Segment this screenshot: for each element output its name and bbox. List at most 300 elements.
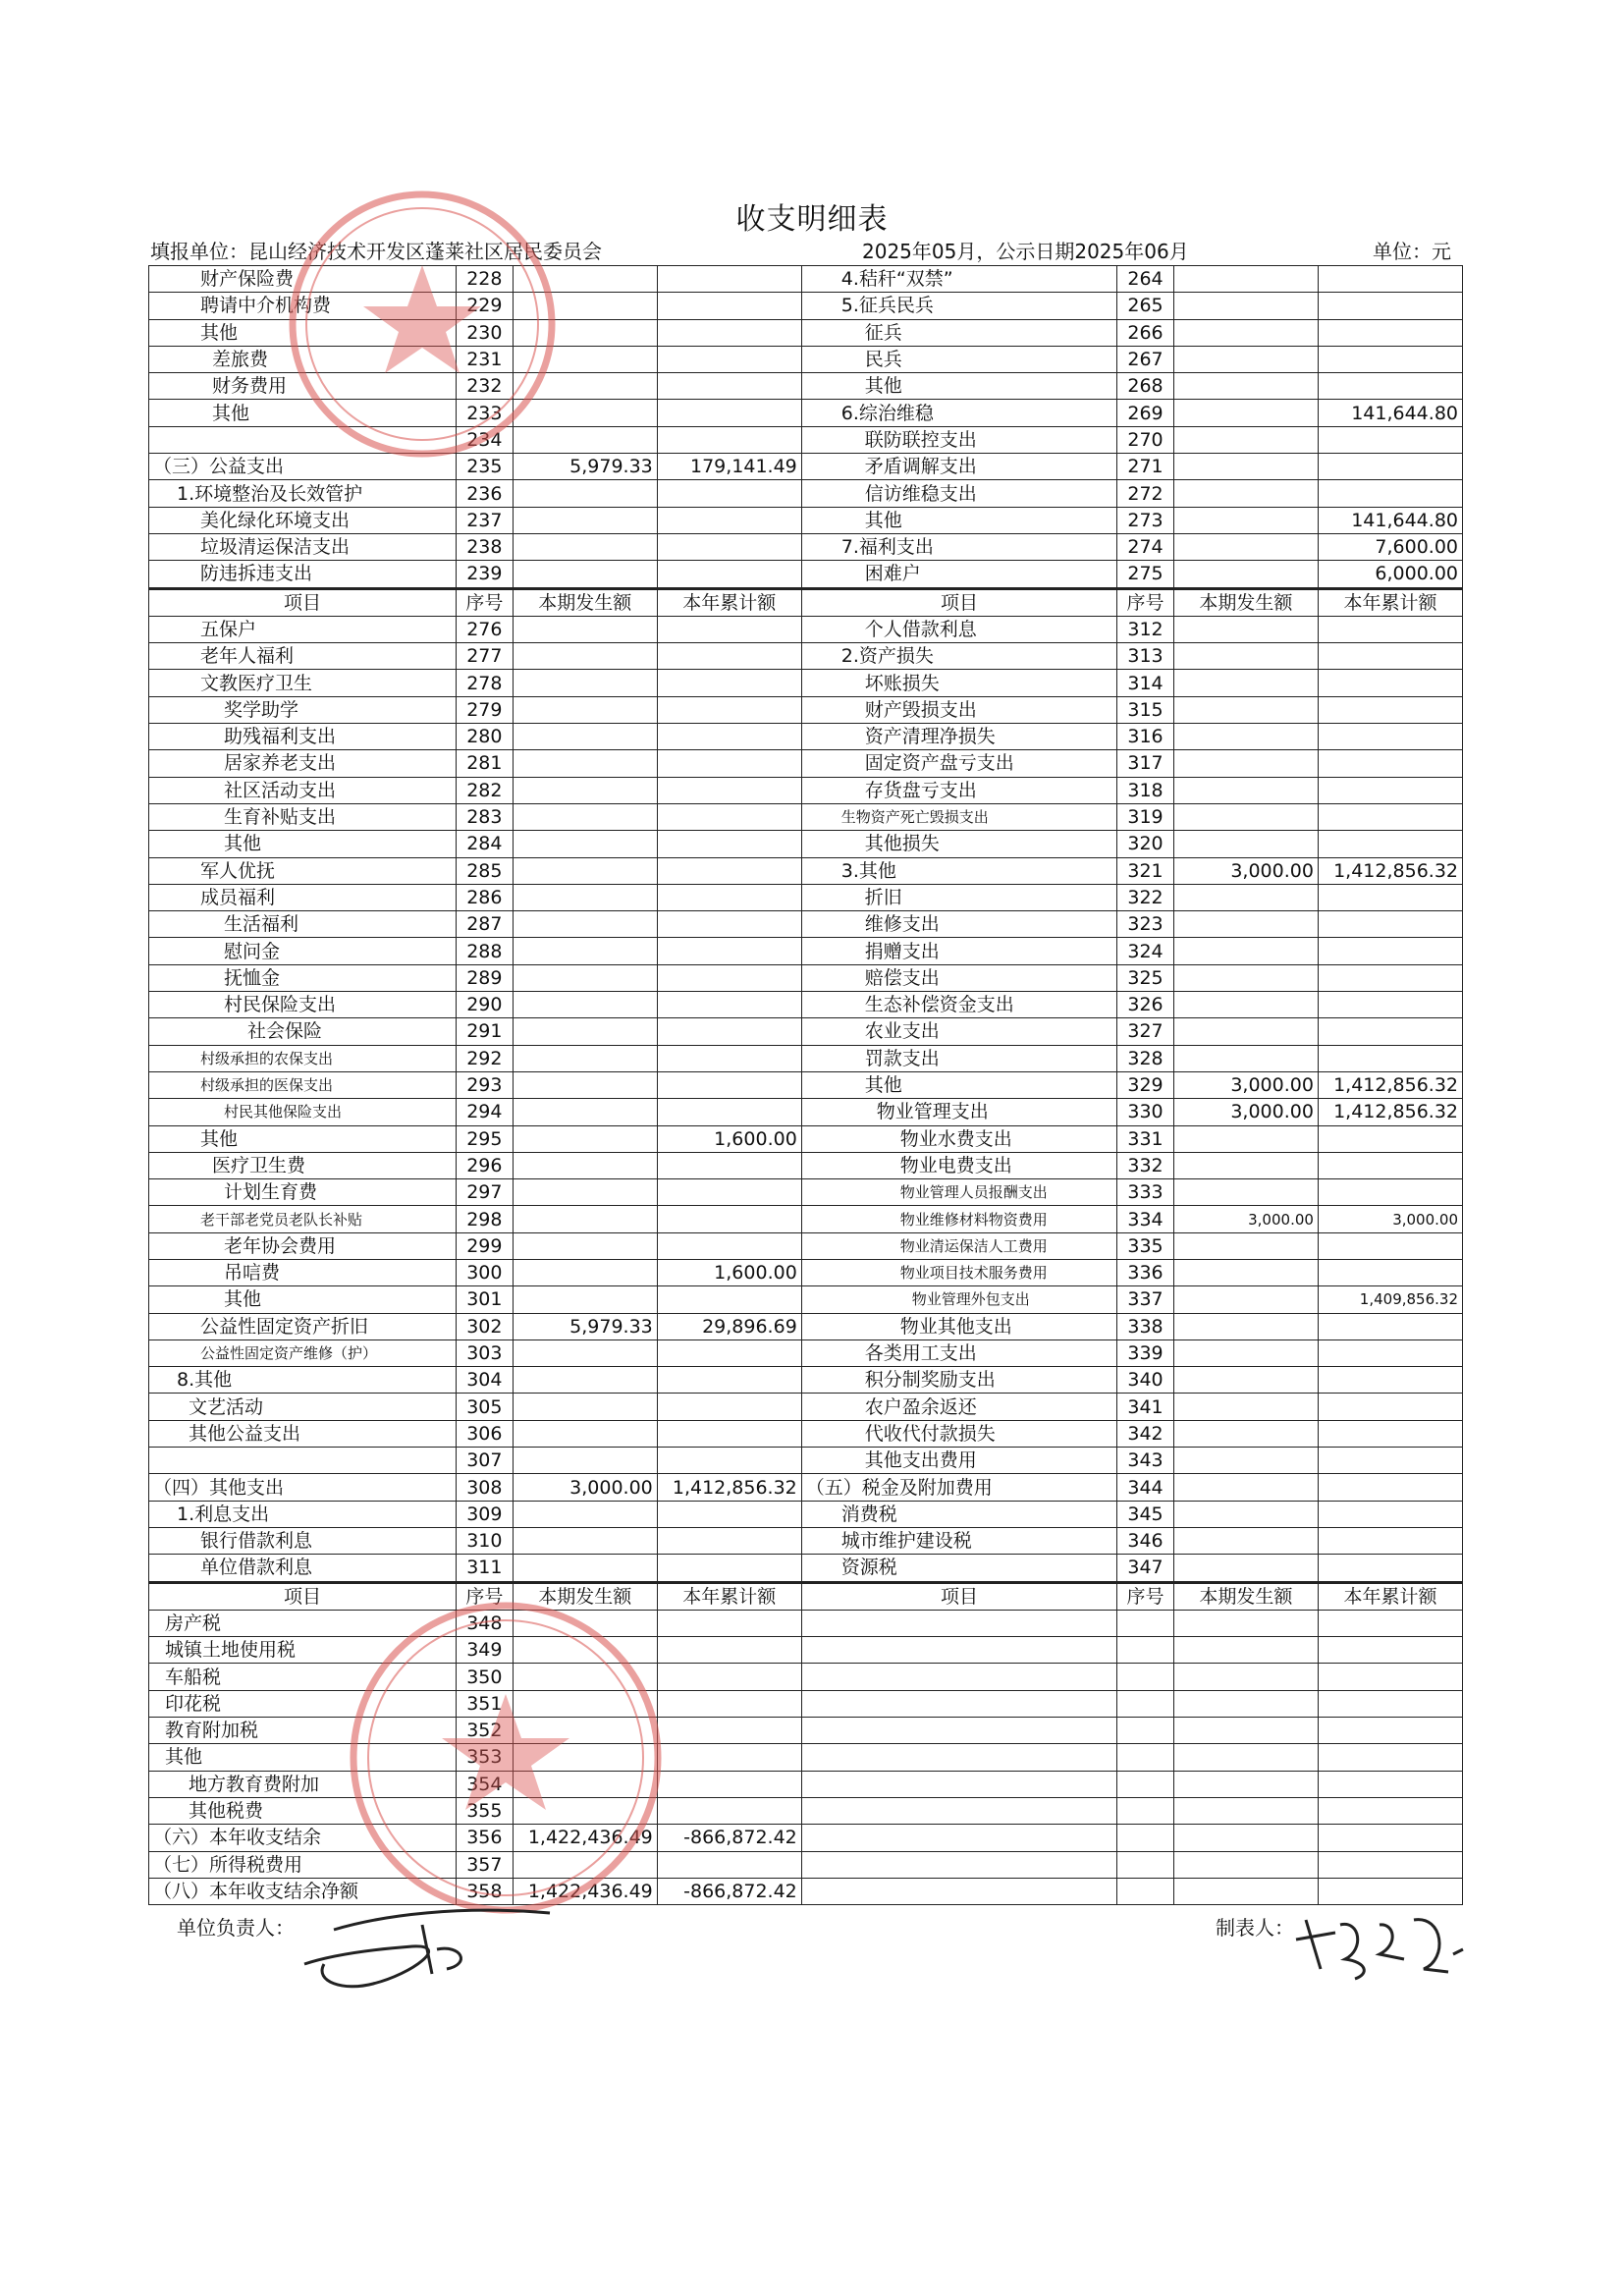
item-cumulative <box>1318 1045 1462 1071</box>
item-current <box>1173 1555 1318 1582</box>
header-item: 项目 <box>801 588 1116 616</box>
item-seq: 358 <box>456 1878 513 1904</box>
item-current <box>513 831 657 857</box>
table-row <box>149 1797 1463 1824</box>
item-seq: 271 <box>1117 454 1174 480</box>
item-current <box>1173 1527 1318 1554</box>
item-cumulative <box>1318 1232 1462 1259</box>
item-name <box>801 1637 1116 1664</box>
item-name <box>801 1878 1116 1904</box>
item-name: 矛盾调解支出 <box>801 454 1116 480</box>
item-current <box>513 964 657 991</box>
item-cumulative <box>657 884 801 910</box>
item-cumulative <box>1318 373 1462 400</box>
item-seq <box>1117 1690 1174 1717</box>
table-row <box>149 319 1463 346</box>
table-row <box>149 992 1463 1018</box>
item-cumulative <box>657 319 801 346</box>
item-seq: 356 <box>456 1825 513 1851</box>
item-name: 居家养老支出 <box>149 750 457 777</box>
item-name: 村级承担的农保支出 <box>149 1045 457 1071</box>
item-seq: 304 <box>456 1367 513 1394</box>
item-current: 3,000.00 <box>1173 857 1318 884</box>
item-cumulative <box>657 1394 801 1420</box>
item-name <box>801 1825 1116 1851</box>
item-name: 医疗卫生费 <box>149 1152 457 1178</box>
item-current <box>513 1179 657 1206</box>
item-current <box>513 1018 657 1045</box>
item-name: 抚恤金 <box>149 964 457 991</box>
item-current <box>513 1420 657 1447</box>
item-cumulative <box>1318 1367 1462 1394</box>
item-current <box>1173 777 1318 803</box>
item-current <box>1173 938 1318 964</box>
item-current <box>513 1851 657 1878</box>
item-seq: 320 <box>1117 831 1174 857</box>
item-current <box>1173 1851 1318 1878</box>
item-cumulative <box>1318 1179 1462 1206</box>
table-row <box>149 480 1463 507</box>
item-seq: 317 <box>1117 750 1174 777</box>
item-name: （四）其他支出 <box>149 1474 457 1501</box>
item-cumulative: -866,872.42 <box>657 1825 801 1851</box>
item-seq: 334 <box>1117 1206 1174 1232</box>
item-name: 信访维稳支出 <box>801 480 1116 507</box>
item-cumulative <box>1318 1259 1462 1285</box>
item-cumulative <box>657 616 801 642</box>
table-row <box>149 346 1463 372</box>
item-seq <box>1117 1771 1174 1797</box>
item-cumulative <box>1318 1474 1462 1501</box>
table-row <box>149 1690 1463 1717</box>
header-current: 本期发生额 <box>513 588 657 616</box>
item-current <box>513 938 657 964</box>
table-row <box>149 1555 1463 1582</box>
header-cumulative: 本年累计额 <box>1318 1582 1462 1610</box>
table-row <box>149 1206 1463 1232</box>
item-seq: 346 <box>1117 1527 1174 1554</box>
item-current <box>513 1637 657 1664</box>
item-current <box>1173 616 1318 642</box>
item-current <box>1173 1718 1318 1744</box>
item-current: 3,000.00 <box>1173 1071 1318 1098</box>
item-seq: 341 <box>1117 1394 1174 1420</box>
item-seq: 291 <box>456 1018 513 1045</box>
item-seq <box>1117 1637 1174 1664</box>
item-cumulative <box>1318 696 1462 723</box>
item-current <box>1173 1825 1318 1851</box>
item-name: 房产税 <box>149 1610 457 1636</box>
item-current <box>513 1718 657 1744</box>
item-current: 5,979.33 <box>513 1313 657 1339</box>
item-current <box>1173 670 1318 696</box>
item-cumulative <box>657 1610 801 1636</box>
item-cumulative <box>657 911 801 938</box>
item-cumulative: 1,600.00 <box>657 1259 801 1285</box>
item-seq: 234 <box>456 426 513 453</box>
item-name: 车船税 <box>149 1664 457 1690</box>
item-seq: 267 <box>1117 346 1174 372</box>
item-current <box>1173 1394 1318 1420</box>
header-seq: 序号 <box>1117 1582 1174 1610</box>
item-cumulative <box>657 1744 801 1771</box>
item-cumulative: 179,141.49 <box>657 454 801 480</box>
item-name: 个人借款利息 <box>801 616 1116 642</box>
item-cumulative <box>657 750 801 777</box>
item-cumulative <box>657 938 801 964</box>
table-row <box>149 1071 1463 1098</box>
item-cumulative <box>1318 1527 1462 1554</box>
item-seq: 285 <box>456 857 513 884</box>
item-seq: 328 <box>1117 1045 1174 1071</box>
item-current <box>1173 803 1318 830</box>
item-seq: 351 <box>456 1690 513 1717</box>
item-current <box>513 1071 657 1098</box>
item-current <box>1173 1339 1318 1366</box>
table-row <box>149 1232 1463 1259</box>
item-cumulative <box>1318 1637 1462 1664</box>
table-row <box>149 1152 1463 1178</box>
item-seq: 293 <box>456 1071 513 1098</box>
item-name: 吊唁费 <box>149 1259 457 1285</box>
table-row <box>149 1610 1463 1636</box>
item-name: 文教医疗卫生 <box>149 670 457 696</box>
item-current <box>513 373 657 400</box>
item-seq: 228 <box>456 266 513 293</box>
item-name: 坏账损失 <box>801 670 1116 696</box>
item-cumulative <box>657 857 801 884</box>
item-current <box>513 480 657 507</box>
item-seq: 335 <box>1117 1232 1174 1259</box>
item-seq: 303 <box>456 1339 513 1366</box>
header-seq: 序号 <box>456 1582 513 1610</box>
item-name: 老干部老党员老队长补贴 <box>149 1206 457 1232</box>
table-row <box>149 1474 1463 1501</box>
item-seq: 309 <box>456 1501 513 1527</box>
table-row <box>149 266 1463 293</box>
item-current <box>513 1771 657 1797</box>
item-seq: 235 <box>456 454 513 480</box>
item-cumulative: 1,412,856.32 <box>1318 1071 1462 1098</box>
item-name: 村级承担的医保支出 <box>149 1071 457 1098</box>
item-name: 奖学助学 <box>149 696 457 723</box>
item-current <box>1173 911 1318 938</box>
item-current <box>513 911 657 938</box>
item-name <box>149 1448 457 1474</box>
item-cumulative <box>1318 938 1462 964</box>
table-row <box>149 964 1463 991</box>
item-seq: 343 <box>1117 1448 1174 1474</box>
item-name: 村民保险支出 <box>149 992 457 1018</box>
item-name: 征兵 <box>801 319 1116 346</box>
item-current <box>1173 454 1318 480</box>
item-current <box>513 992 657 1018</box>
item-cumulative <box>1318 1718 1462 1744</box>
item-cumulative <box>657 1071 801 1098</box>
item-seq: 294 <box>456 1099 513 1125</box>
item-cumulative <box>657 1664 801 1690</box>
item-name: （五）税金及附加费用 <box>801 1474 1116 1501</box>
item-seq: 325 <box>1117 964 1174 991</box>
item-name <box>801 1610 1116 1636</box>
header-item: 项目 <box>801 1582 1116 1610</box>
item-cumulative <box>657 1637 801 1664</box>
item-cumulative <box>1318 803 1462 830</box>
item-cumulative <box>657 346 801 372</box>
item-seq: 283 <box>456 803 513 830</box>
item-cumulative <box>1318 346 1462 372</box>
item-seq: 311 <box>456 1555 513 1582</box>
item-seq: 352 <box>456 1718 513 1744</box>
item-seq: 275 <box>1117 561 1174 588</box>
item-current <box>1173 1179 1318 1206</box>
table-row <box>149 507 1463 533</box>
preparer-label: 制表人： <box>1216 1916 1294 1940</box>
item-cumulative: 141,644.80 <box>1318 400 1462 426</box>
item-current <box>513 1555 657 1582</box>
item-seq: 276 <box>456 616 513 642</box>
item-current <box>1173 1474 1318 1501</box>
ledger-body <box>149 266 1463 1905</box>
item-seq: 268 <box>1117 373 1174 400</box>
item-current <box>1173 1664 1318 1690</box>
item-name: 财产毁损支出 <box>801 696 1116 723</box>
item-current <box>1173 1610 1318 1636</box>
item-cumulative <box>657 426 801 453</box>
item-name: 其他公益支出 <box>149 1420 457 1447</box>
item-current <box>513 1664 657 1690</box>
item-cumulative <box>1318 1339 1462 1366</box>
item-current <box>1173 1152 1318 1178</box>
item-name: 8.其他 <box>149 1367 457 1394</box>
responsible-label: 单位负责人： <box>177 1916 295 1940</box>
item-current <box>513 426 657 453</box>
item-name: 生活福利 <box>149 911 457 938</box>
item-current <box>1173 1797 1318 1824</box>
item-name: 军人优抚 <box>149 857 457 884</box>
item-seq: 354 <box>456 1771 513 1797</box>
item-current: 1,422,436.49 <box>513 1825 657 1851</box>
item-seq: 280 <box>456 724 513 750</box>
item-current: 3,000.00 <box>1173 1206 1318 1232</box>
header-item: 项目 <box>149 588 457 616</box>
item-seq: 305 <box>456 1394 513 1420</box>
item-name: 其他 <box>801 373 1116 400</box>
table-row <box>149 1637 1463 1664</box>
item-current: 3,000.00 <box>1173 1099 1318 1125</box>
item-cumulative <box>1318 1771 1462 1797</box>
item-name: 存货盘亏支出 <box>801 777 1116 803</box>
item-name: 财产保险费 <box>149 266 457 293</box>
table-row <box>149 1099 1463 1125</box>
item-current <box>1173 1637 1318 1664</box>
item-cumulative <box>657 266 801 293</box>
item-name: 老年协会费用 <box>149 1232 457 1259</box>
table-row <box>149 1878 1463 1904</box>
item-name: 单位借款利息 <box>149 1555 457 1582</box>
item-name: 物业水费支出 <box>801 1125 1116 1152</box>
item-cumulative <box>657 373 801 400</box>
item-name: 美化绿化环境支出 <box>149 507 457 533</box>
header-item: 项目 <box>149 1582 457 1610</box>
item-current <box>513 616 657 642</box>
item-name: 资产清理净损失 <box>801 724 1116 750</box>
item-cumulative <box>1318 643 1462 670</box>
item-seq <box>1117 1878 1174 1904</box>
item-name: （七）所得税费用 <box>149 1851 457 1878</box>
item-current <box>513 724 657 750</box>
item-seq: 273 <box>1117 507 1174 533</box>
item-seq: 327 <box>1117 1018 1174 1045</box>
table-row <box>149 1448 1463 1474</box>
item-seq: 270 <box>1117 426 1174 453</box>
item-cumulative: 7,600.00 <box>1318 533 1462 560</box>
item-seq: 349 <box>456 1637 513 1664</box>
table-row <box>149 1367 1463 1394</box>
item-cumulative <box>657 1771 801 1797</box>
item-name: 其他支出费用 <box>801 1448 1116 1474</box>
item-seq: 336 <box>1117 1259 1174 1285</box>
item-cumulative <box>657 803 801 830</box>
item-cumulative <box>1318 964 1462 991</box>
item-seq: 279 <box>456 696 513 723</box>
item-cumulative <box>657 777 801 803</box>
item-name <box>801 1744 1116 1771</box>
item-seq: 323 <box>1117 911 1174 938</box>
item-cumulative <box>1318 1690 1462 1717</box>
item-name: 物业电费支出 <box>801 1152 1116 1178</box>
item-name: 其他 <box>149 319 457 346</box>
item-seq: 340 <box>1117 1367 1174 1394</box>
table-row <box>149 1259 1463 1285</box>
item-seq: 322 <box>1117 884 1174 910</box>
item-seq: 326 <box>1117 992 1174 1018</box>
item-seq: 324 <box>1117 938 1174 964</box>
item-current <box>513 1448 657 1474</box>
item-cumulative <box>657 643 801 670</box>
item-cumulative <box>1318 1851 1462 1878</box>
item-seq: 314 <box>1117 670 1174 696</box>
item-cumulative <box>1318 1878 1462 1904</box>
item-current <box>513 857 657 884</box>
item-name: 消费税 <box>801 1501 1116 1527</box>
item-name: 捐赠支出 <box>801 938 1116 964</box>
item-seq: 319 <box>1117 803 1174 830</box>
item-name: 代收代付款损失 <box>801 1420 1116 1447</box>
item-name: 教育附加税 <box>149 1718 457 1744</box>
item-seq: 331 <box>1117 1125 1174 1152</box>
item-name: 农业支出 <box>801 1018 1116 1045</box>
item-name: 成员福利 <box>149 884 457 910</box>
item-cumulative <box>1318 1394 1462 1420</box>
item-seq: 307 <box>456 1448 513 1474</box>
item-current <box>513 750 657 777</box>
item-seq: 239 <box>456 561 513 588</box>
item-name: 1.利息支出 <box>149 1501 457 1527</box>
item-cumulative <box>657 1232 801 1259</box>
item-name: 6.综治维稳 <box>801 400 1116 426</box>
table-row <box>149 1718 1463 1744</box>
table-row <box>149 643 1463 670</box>
item-current <box>513 643 657 670</box>
item-cumulative <box>657 1555 801 1582</box>
table-row <box>149 1744 1463 1771</box>
item-name: 其他 <box>149 1125 457 1152</box>
item-seq: 237 <box>456 507 513 533</box>
table-row <box>149 1420 1463 1447</box>
item-name: 赔偿支出 <box>801 964 1116 991</box>
item-cumulative <box>657 561 801 588</box>
item-current: 5,979.33 <box>513 454 657 480</box>
item-cumulative <box>657 1152 801 1178</box>
item-current <box>1173 1878 1318 1904</box>
table-row <box>149 1286 1463 1313</box>
header-cumulative: 本年累计额 <box>657 1582 801 1610</box>
item-seq: 238 <box>456 533 513 560</box>
item-cumulative: 29,896.69 <box>657 1313 801 1339</box>
item-seq: 300 <box>456 1259 513 1285</box>
item-seq: 310 <box>456 1527 513 1554</box>
item-cumulative <box>657 1018 801 1045</box>
item-seq: 288 <box>456 938 513 964</box>
item-seq <box>1117 1797 1174 1824</box>
table-row <box>149 1339 1463 1366</box>
table-row <box>149 1394 1463 1420</box>
item-seq: 347 <box>1117 1555 1174 1582</box>
item-cumulative <box>1318 319 1462 346</box>
item-cumulative <box>657 400 801 426</box>
item-name: 罚款支出 <box>801 1045 1116 1071</box>
item-current: 1,422,436.49 <box>513 1878 657 1904</box>
item-name: 生物资产死亡毁损支出 <box>801 803 1116 830</box>
item-current <box>1173 266 1318 293</box>
item-cumulative <box>1318 1018 1462 1045</box>
column-header-row <box>149 588 1463 616</box>
item-name: 聘请中介机构费 <box>149 293 457 319</box>
table-row <box>149 561 1463 588</box>
item-seq: 306 <box>456 1420 513 1447</box>
item-seq: 348 <box>456 1610 513 1636</box>
item-current <box>513 1690 657 1717</box>
item-seq: 236 <box>456 480 513 507</box>
item-name: 3.其他 <box>801 857 1116 884</box>
table-row <box>149 1045 1463 1071</box>
item-cumulative <box>1318 1501 1462 1527</box>
item-name: 文艺活动 <box>149 1394 457 1420</box>
item-name <box>149 426 457 453</box>
item-name <box>801 1771 1116 1797</box>
item-name: （六）本年收支结余 <box>149 1825 457 1851</box>
item-seq: 265 <box>1117 293 1174 319</box>
item-seq: 295 <box>456 1125 513 1152</box>
item-name: 各类用工支出 <box>801 1339 1116 1366</box>
header-seq: 序号 <box>1117 588 1174 616</box>
item-cumulative <box>657 1718 801 1744</box>
item-current <box>513 1339 657 1366</box>
item-current <box>1173 1125 1318 1152</box>
item-seq: 329 <box>1117 1071 1174 1098</box>
item-seq: 232 <box>456 373 513 400</box>
item-current: 3,000.00 <box>513 1474 657 1501</box>
item-cumulative <box>1318 1664 1462 1690</box>
item-name: 慰问金 <box>149 938 457 964</box>
item-seq: 345 <box>1117 1501 1174 1527</box>
item-current <box>1173 400 1318 426</box>
item-cumulative <box>657 1206 801 1232</box>
item-current <box>513 803 657 830</box>
item-current <box>513 884 657 910</box>
item-current <box>513 696 657 723</box>
